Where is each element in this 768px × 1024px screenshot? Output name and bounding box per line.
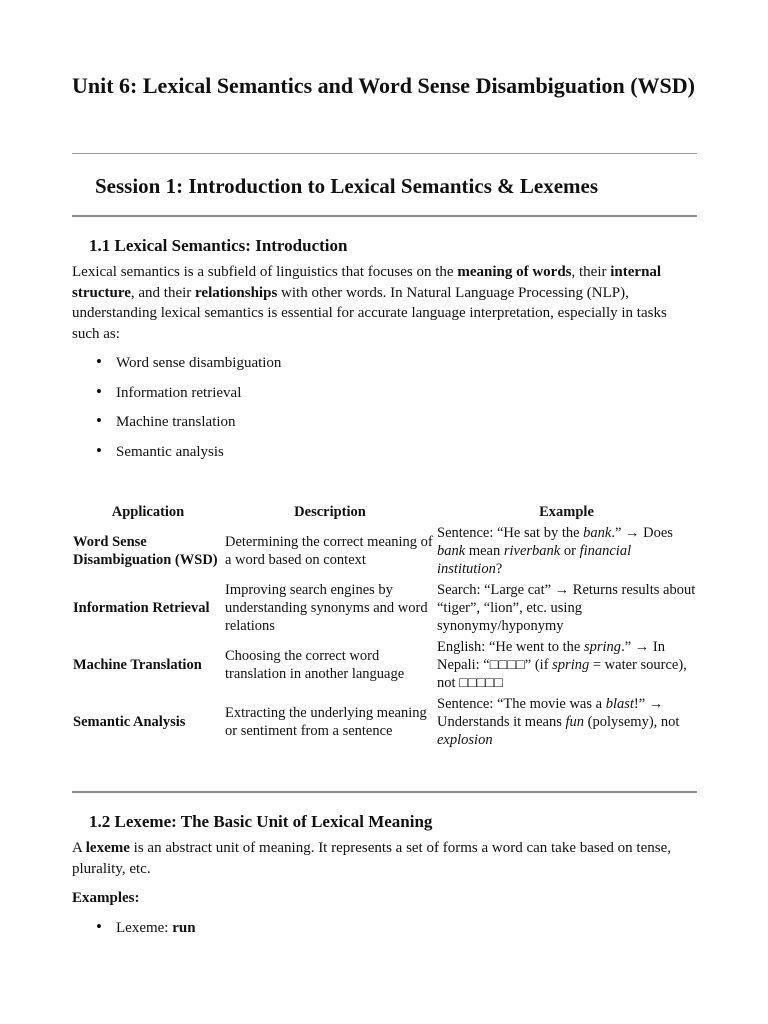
list-item: • Information retrieval [72,383,281,413]
divider [72,791,697,793]
list-item: • Machine translation [72,412,281,442]
examples-list [72,918,196,948]
table-row [72,579,697,636]
description-cell: Extracting the underlying meaning or sentiment from a sentence [225,704,427,739]
application-cell: Information Retrieval [73,599,210,616]
list-item: • Semantic analysis [72,442,281,472]
example-cell: English: “He went to the spring.” → In Nepali: “□□□□” (if spring = water source), not □□□□□ [437,638,687,691]
example-cell: Sentence: “The movie was a blast!” → Understands it means fun (polysemy), not explosion [437,695,680,748]
description-cell: Determining the correct meaning of a word based on context [225,533,433,568]
column-header-description: Description [294,504,366,520]
column-header-example: Example [539,504,594,520]
list-item: • Word sense disambiguation [72,353,281,383]
lexeme-definition: A lexeme is an abstract unit of meaning. It represents a set of forms a word can take based on tense, plurality, etc. [72,840,671,877]
table-header-row [72,500,697,522]
table-row [72,636,697,693]
unit-title: Unit 6: Lexical Semantics and Word Sense Disambiguation (WSD) [72,73,695,98]
column-header-application: Application [111,504,185,520]
section-heading-1-1: 1.1 Lexical Semantics: Introduction [89,236,348,255]
examples-label: Examples: [72,890,140,906]
table-row [72,522,697,579]
divider [72,215,697,217]
application-cell: Semantic Analysis [73,713,186,730]
application-cell: Machine Translation [73,656,202,673]
table-row [72,693,697,750]
session-title: Session 1: Introduction to Lexical Semantics & Lexemes [95,174,599,198]
example-cell: Sentence: “He sat by the bank.” → Does bank mean riverbank or financial institution? [437,524,673,577]
divider [72,153,697,154]
applications-table [72,500,697,750]
section-heading-1-2: 1.2 Lexeme: The Basic Unit of Lexical Meaning [89,812,433,831]
example-cell: Search: “Large cat” → Returns results about “tiger”, “lion”, etc. using synonymy/hyponymy [437,581,696,634]
description-cell: Choosing the correct word translation in another language [225,647,405,682]
description-cell: Improving search engines by understanding synonyms and word relations [225,581,428,634]
task-list [72,353,281,471]
list-item: • Lexeme: run [72,918,196,948]
application-cell: Word Sense Disambiguation (WSD) [73,533,218,568]
lexical-semantics-intro: Lexical semantics is a subfield of linguistics that focuses on the meaning of words, their internal structure, and their relationships with other words. In Natural Language Processing (NLP), understanding lexical semantics is essential for accurate language interpretation, especially in tasks such as: [72,264,667,342]
